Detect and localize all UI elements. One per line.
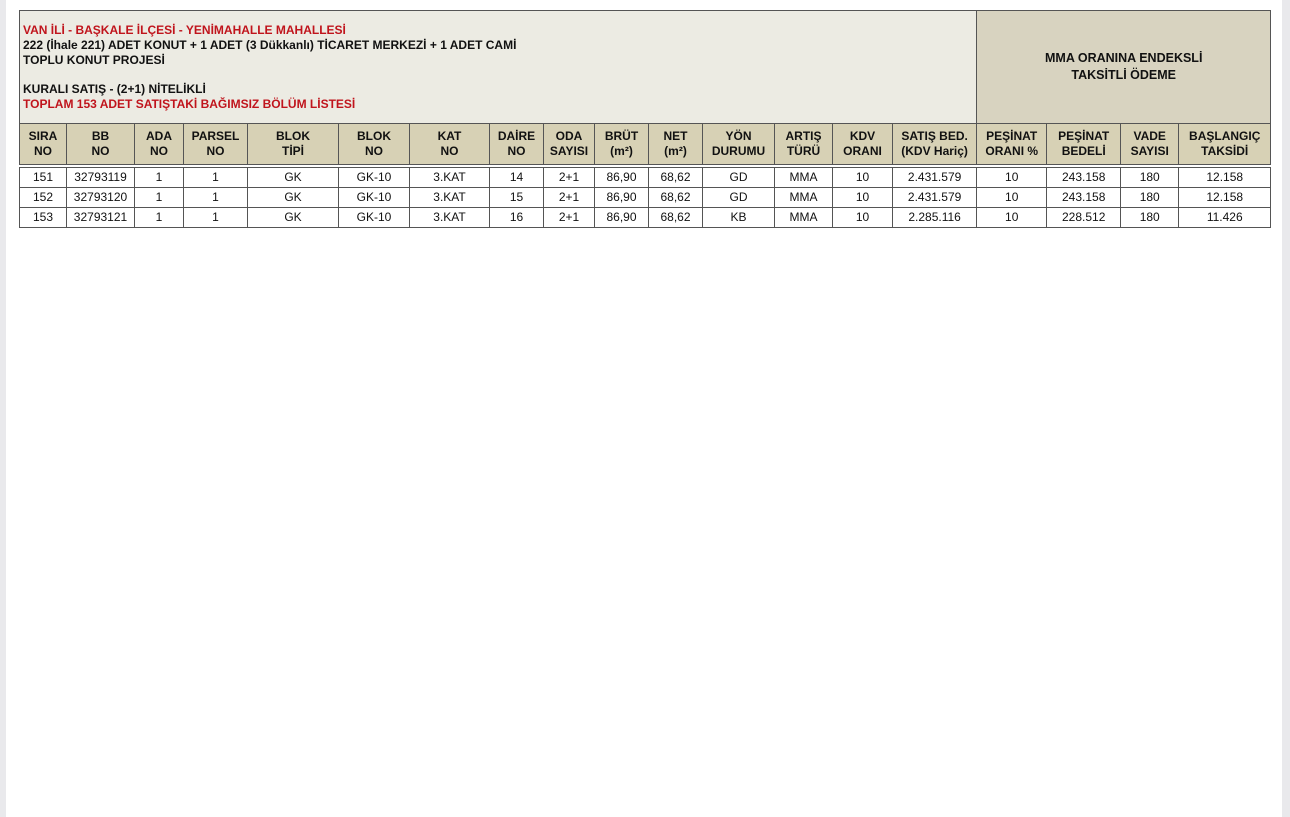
table-cell: GK xyxy=(248,168,339,188)
column-header-line2: (KDV Hariç) xyxy=(901,144,968,158)
table-cell: 10 xyxy=(833,208,893,228)
table-cell: GK xyxy=(248,208,339,228)
column-header xyxy=(490,124,544,165)
table-row xyxy=(20,188,1271,208)
column-header xyxy=(410,124,490,165)
column-header-line1: KAT xyxy=(437,129,462,143)
column-header-line1: ARTIŞ xyxy=(785,129,822,143)
table-cell: KB xyxy=(703,208,775,228)
column-header-line2: NO xyxy=(206,144,225,158)
column-header-line2: TAKSİDİ xyxy=(1201,144,1249,158)
column-header-line2: (m²) xyxy=(664,144,687,158)
project-description: 222 (İhale 221) ADET KONUT + 1 ADET (3 Dükkanlı) TİCARET MERKEZİ + 1 ADET CAMİ xyxy=(23,38,517,52)
column-header xyxy=(184,124,248,165)
column-header-line2: TÜRÜ xyxy=(786,144,821,158)
payment-type-block xyxy=(977,11,1271,124)
table-cell: 1 xyxy=(184,188,248,208)
column-header-line1: ADA xyxy=(146,129,172,143)
table-cell: 3.KAT xyxy=(410,188,490,208)
column-header xyxy=(135,124,184,165)
table-cell: MMA xyxy=(775,168,833,188)
column-header-line1: BLOK xyxy=(357,129,391,143)
table-cell: 2.431.579 xyxy=(893,188,977,208)
column-header-line1: PEŞİNAT xyxy=(986,129,1038,143)
table-cell: 68,62 xyxy=(649,188,703,208)
column-header-line1: SIRA xyxy=(28,129,58,143)
table-body xyxy=(20,165,1271,228)
table-cell: 10 xyxy=(977,208,1047,228)
table-cell: 243.158 xyxy=(1047,168,1121,188)
table-cell: 2+1 xyxy=(544,168,595,188)
table-cell: GD xyxy=(703,188,775,208)
table-cell: 2+1 xyxy=(544,208,595,228)
column-header-line1: ODA xyxy=(555,129,583,143)
table-cell: 2.285.116 xyxy=(893,208,977,228)
column-header-line2: BEDELİ xyxy=(1061,144,1106,158)
column-header-line2: NO xyxy=(365,144,383,158)
project-type: TOPLU KONUT PROJESİ xyxy=(23,53,165,67)
column-header-line1: DAİRE xyxy=(497,129,536,143)
table-cell: 151 xyxy=(20,168,67,188)
column-header-line1: YÖN xyxy=(725,129,752,143)
title-block xyxy=(20,11,977,124)
table-cell: 12.158 xyxy=(1179,168,1271,188)
table-cell: GK-10 xyxy=(339,188,410,208)
column-header-line2: ORANI xyxy=(843,144,882,158)
column-header xyxy=(595,124,649,165)
list-title: TOPLAM 153 ADET SATIŞTAKİ BAĞIMSIZ BÖLÜM LİSTESİ xyxy=(23,97,356,111)
column-header-line2: TİPİ xyxy=(281,144,304,158)
table-cell: MMA xyxy=(775,188,833,208)
column-header-line1: NET xyxy=(663,129,688,143)
table-cell: 2+1 xyxy=(544,188,595,208)
payment-type-line1: MMA ORANINA ENDEKSLİ xyxy=(1045,51,1203,65)
table-cell: 14 xyxy=(490,168,544,188)
column-header-line1: BB xyxy=(91,129,110,143)
table-cell: 11.426 xyxy=(1179,208,1271,228)
payment-type-line2: TAKSİTLİ ÖDEME xyxy=(1071,68,1177,82)
table-cell: 12.158 xyxy=(1179,188,1271,208)
table-cell: MMA xyxy=(775,208,833,228)
table-cell: 3.KAT xyxy=(410,168,490,188)
table-cell: 15 xyxy=(490,188,544,208)
table-cell: 10 xyxy=(977,168,1047,188)
column-header xyxy=(339,124,410,165)
column-header-line1: VADE xyxy=(1133,129,1166,143)
table-cell: 10 xyxy=(833,188,893,208)
column-header xyxy=(833,124,893,165)
column-header-line2: SAYISI xyxy=(549,144,589,158)
column-header-line1: SATIŞ BED. xyxy=(901,129,968,143)
table-cell: 1 xyxy=(184,168,248,188)
column-header-line2: (m²) xyxy=(610,144,633,158)
table-cell: 32793121 xyxy=(67,208,135,228)
table-cell: 152 xyxy=(20,188,67,208)
column-header-line2: DURUMU xyxy=(711,144,766,158)
column-header xyxy=(775,124,833,165)
column-header xyxy=(1121,124,1179,165)
table-cell: 68,62 xyxy=(649,208,703,228)
column-header-line1: PEŞİNAT xyxy=(1058,129,1110,143)
table-cell: 32793119 xyxy=(67,168,135,188)
table-cell: 86,90 xyxy=(595,188,649,208)
column-header xyxy=(20,124,67,165)
table-row xyxy=(20,168,1271,188)
table-cell: GK-10 xyxy=(339,168,410,188)
listing-sheet xyxy=(19,10,1270,228)
column-header-line1: BAŞLANGIÇ xyxy=(1189,129,1261,143)
table-cell: 1 xyxy=(135,208,184,228)
column-header-line2: NO xyxy=(440,144,459,158)
column-header-line2: SAYISI xyxy=(1130,144,1169,158)
table-cell: 180 xyxy=(1121,208,1179,228)
column-header-row xyxy=(20,124,1271,165)
table-cell: 1 xyxy=(135,168,184,188)
column-header-line2: NO xyxy=(150,144,168,158)
column-header xyxy=(977,124,1047,165)
listing-table xyxy=(19,10,1271,228)
table-cell: 3.KAT xyxy=(410,208,490,228)
column-header-line2: ORANI % xyxy=(985,144,1039,158)
column-header xyxy=(893,124,977,165)
column-header-line1: BLOK xyxy=(276,129,310,143)
table-cell: 2.431.579 xyxy=(893,168,977,188)
column-header-line1: PARSEL xyxy=(191,129,240,143)
column-header xyxy=(544,124,595,165)
table-cell: 1 xyxy=(135,188,184,208)
table-cell: 10 xyxy=(977,188,1047,208)
column-header-line2: NO xyxy=(34,144,52,158)
table-row xyxy=(20,208,1271,228)
column-header xyxy=(1179,124,1271,165)
table-cell: 68,62 xyxy=(649,168,703,188)
column-header xyxy=(649,124,703,165)
column-header xyxy=(248,124,339,165)
table-cell: 86,90 xyxy=(595,168,649,188)
table-cell: 32793120 xyxy=(67,188,135,208)
table-cell: 180 xyxy=(1121,188,1179,208)
table-cell: 16 xyxy=(490,208,544,228)
location-title: VAN İLİ - BAŞKALE İLÇESİ - YENİMAHALLE MAHALLESİ xyxy=(23,23,346,37)
table-cell: 243.158 xyxy=(1047,188,1121,208)
table-cell: GD xyxy=(703,168,775,188)
table-cell: 228.512 xyxy=(1047,208,1121,228)
table-cell: GK xyxy=(248,188,339,208)
table-cell: 86,90 xyxy=(595,208,649,228)
table-cell: GK-10 xyxy=(339,208,410,228)
column-header xyxy=(703,124,775,165)
column-header-line2: NO xyxy=(507,144,526,158)
table-cell: 180 xyxy=(1121,168,1179,188)
column-header xyxy=(1047,124,1121,165)
table-cell: 10 xyxy=(833,168,893,188)
document-page xyxy=(6,0,1282,817)
column-header-line2: NO xyxy=(91,144,110,158)
table-cell: 153 xyxy=(20,208,67,228)
column-header-line1: BRÜT xyxy=(604,129,639,143)
sale-type: KURALI SATIŞ - (2+1) NİTELİKLİ xyxy=(23,82,206,96)
table-cell: 1 xyxy=(184,208,248,228)
column-header xyxy=(67,124,135,165)
column-header-line1: KDV xyxy=(849,129,876,143)
